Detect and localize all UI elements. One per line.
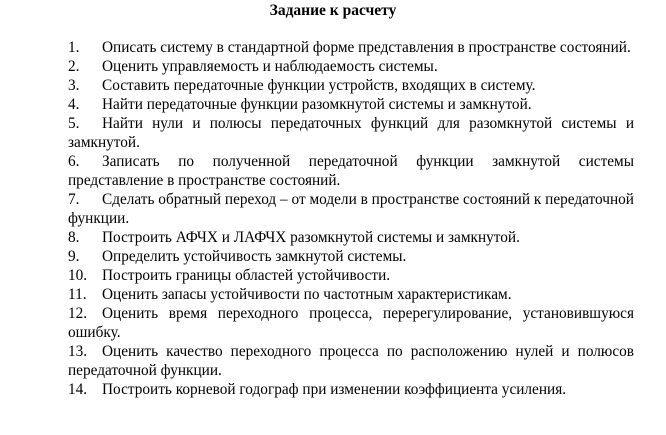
task-item-12	[68, 304, 634, 342]
task-number: 8.	[68, 229, 80, 246]
task-number: 4.	[68, 96, 80, 113]
task-text: Построить корневой годограф при изменении коэффициента усиления.	[102, 381, 567, 398]
task-number: 9.	[68, 248, 80, 265]
task-text: Составить передаточные функции устройств, входящих в систему.	[102, 77, 536, 94]
task-number: 6.	[68, 153, 80, 170]
task-item-1	[68, 38, 634, 57]
task-text: Построить АФЧХ и ЛАФЧХ разомкнутой системы и замкнутой.	[102, 229, 520, 246]
task-text: Описать систему в стандартной форме представления в пространстве состояний.	[102, 39, 631, 56]
task-item-9	[68, 247, 634, 266]
task-text: Найти нули и полюсы передаточных функций для разомкнутой системы и замкнутой.	[68, 115, 634, 151]
task-item-6	[68, 152, 634, 190]
task-item-4	[68, 95, 634, 114]
task-number: 12.	[68, 305, 88, 322]
task-text: Сделать обратный переход – от модели в пространстве состояний к передаточной функции.	[68, 191, 634, 227]
task-text: Найти передаточные функции разомкнутой системы и замкнутой.	[102, 96, 532, 113]
task-item-5	[68, 114, 634, 152]
task-text: Оценить управляемость и наблюдаемость системы.	[102, 58, 438, 75]
task-number: 7.	[68, 191, 80, 208]
task-number: 5.	[68, 115, 80, 132]
task-item-10	[68, 266, 634, 285]
task-number: 1.	[68, 39, 80, 56]
task-item-13	[68, 342, 634, 380]
task-number: 11.	[68, 286, 87, 303]
task-item-3	[68, 76, 634, 95]
task-text: Оценить запасы устойчивости по частотным характеристикам.	[102, 286, 512, 303]
task-item-2	[68, 57, 634, 76]
task-text: Оценить качество переходного процесса по расположению нулей и полюсов передаточной функции.	[68, 343, 634, 379]
task-text: Построить границы областей устойчивости.	[102, 267, 391, 284]
task-number: 10.	[68, 267, 88, 284]
task-item-14	[68, 380, 634, 399]
task-text: Оценить время переходного процесса, перерегулирование, установившуюся ошибку.	[68, 305, 634, 341]
document-title: Задание к расчету	[269, 2, 397, 19]
task-item-11	[68, 285, 634, 304]
task-number: 14.	[68, 381, 88, 398]
task-number: 13.	[68, 343, 88, 360]
task-item-8	[68, 228, 634, 247]
task-number: 2.	[68, 58, 80, 75]
task-item-7	[68, 190, 634, 228]
task-text: Определить устойчивость замкнутой системы.	[102, 248, 407, 265]
task-number: 3.	[68, 77, 80, 94]
task-text: Записать по полученной передаточной функции замкнутой системы представление в пространстве состояний.	[68, 153, 634, 189]
task-list	[68, 38, 634, 399]
